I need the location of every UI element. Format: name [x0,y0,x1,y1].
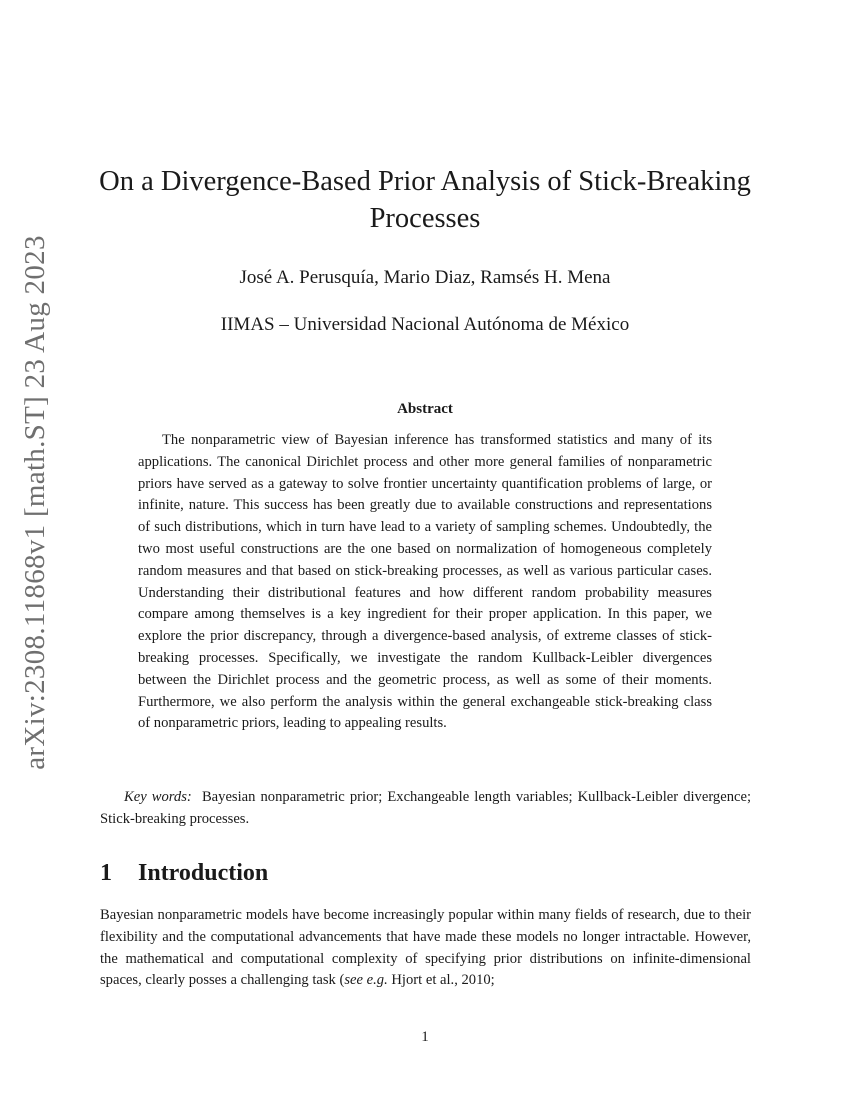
keywords-label: Key words: [124,789,192,805]
abstract-text: The nonparametric view of Bayesian inference has transformed statistics and many of its applications. The canonical Dirichlet process and other more general families of nonparametric priors have served as a gateway to solve frontier uncertainty quantification problems of large, or infinite, nature. This success has been greatly due to available constructions and representations of such distributions, which in turn have lead to a variety of sampling schemes. Undoubtedly, the two most useful constructions are the one based on normalization of homogeneous completely random measures and that based on stick-breaking processes, as well as various particular cases. Understanding their distributional features and how different random probability measures compare among themselves is a key ingredient for their proper application. In this paper, we explore the prior discrepancy, through a divergence-based analysis, of extreme classes of stick-breaking processes. Specifically, we investigate the random Kullback-Leibler divergences between the Dirichlet process and the geometric process, as well as some of their moments. Furthermore, we also perform the analysis within the general exchangeable stick-breaking class of nonparametric priors, leading to appealing results. [138,432,712,732]
paper-title: On a Divergence-Based Prior Analysis of Stick-Breaking Processes [99,166,751,234]
keywords-paragraph [100,787,751,831]
section-number: 1 [100,860,112,886]
intro-text-end: Hjort et al., 2010; [387,972,495,989]
section-title: Introduction [138,860,269,886]
abstract-heading: Abstract [397,401,453,417]
keywords-text: Bayesian nonparametric prior; Exchangeable length variables; Kullback-Leibler divergence; Stick-breaking processes. [100,789,752,827]
arxiv-identifier: arXiv:2308.11868v1 [math.ST] 23 Aug 2023 [18,235,51,770]
intro-text-start: Bayesian nonparametric models have become increasingly popular within many fields of research, due to their flexibility and the computational advancements that have made these models no longer intractable. However, the mathematical and computational complexity of specifying prior distributions on infinite-dimensional spaces, clearly posses a challenging task ( [100,907,751,989]
introduction-paragraph [100,905,751,992]
section-heading-introduction [100,858,268,888]
page-number: 1 [421,1029,429,1045]
author-list: José A. Perusquía, Mario Diaz, Ramsés H. Mena [239,267,611,288]
intro-emphasis: see e.g. [344,972,388,989]
affiliation: IIMAS – Universidad Nacional Autónoma de México [220,314,630,335]
arxiv-side-stamp [10,235,60,770]
